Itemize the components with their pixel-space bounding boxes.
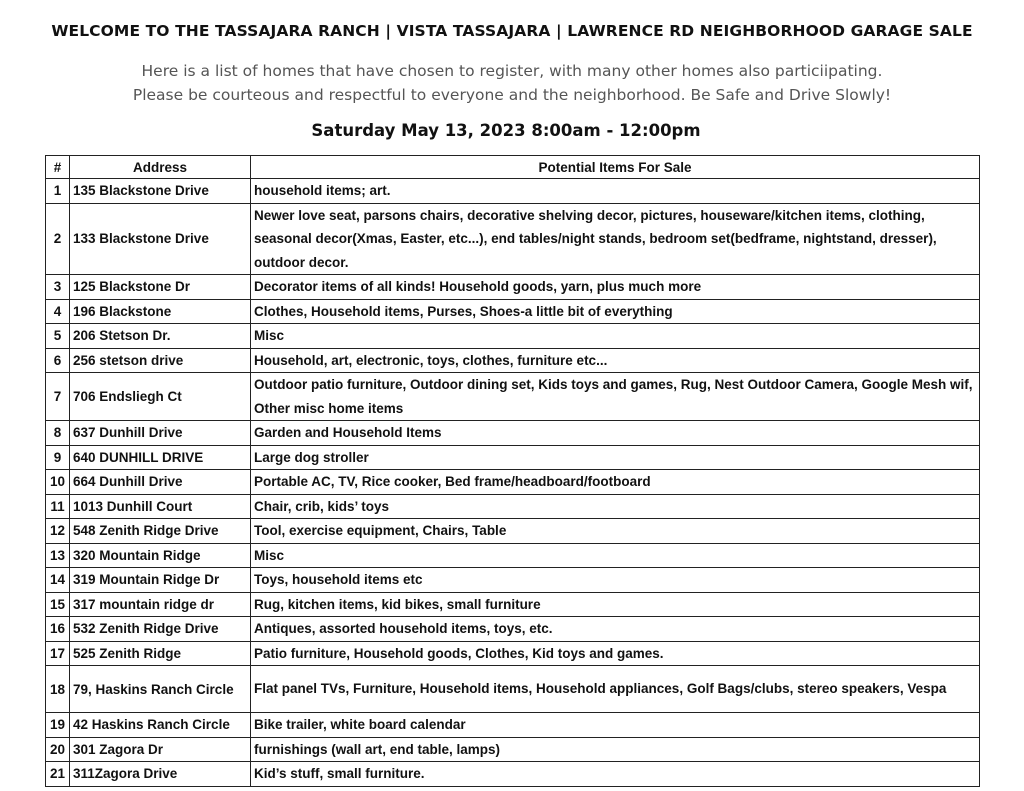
row-number: 10 — [46, 470, 70, 495]
row-number: 13 — [46, 543, 70, 568]
row-address: 206 Stetson Dr. — [70, 324, 251, 349]
row-items: Antiques, assorted household items, toys, etc. — [251, 617, 980, 642]
page-title: WELCOME TO THE TASSAJARA RANCH | VISTA TASSAJARA | LAWRENCE RD NEIGHBORHOOD GARAGE SALE — [51, 22, 973, 40]
row-number: 9 — [46, 445, 70, 470]
table-row — [46, 275, 980, 300]
row-items: Kid’s stuff, small furniture. — [251, 762, 980, 787]
row-items: Flat panel TVs, Furniture, Household items, Household appliances, Golf Bags/clubs, stereo speakers, Vespa — [251, 666, 980, 713]
row-number: 4 — [46, 299, 70, 324]
table-row — [46, 348, 980, 373]
table-row — [46, 299, 980, 324]
row-items: Portable AC, TV, Rice cooker, Bed frame/headboard/footboard — [251, 470, 980, 495]
table-row — [46, 641, 980, 666]
table-row — [46, 203, 980, 275]
row-number: 8 — [46, 421, 70, 446]
row-items: household items; art. — [251, 179, 980, 204]
row-number: 3 — [46, 275, 70, 300]
row-address: 525 Zenith Ridge — [70, 641, 251, 666]
row-items: Rug, kitchen items, kid bikes, small furniture — [251, 592, 980, 617]
table-row — [46, 421, 980, 446]
row-address: 319 Mountain Ridge Dr — [70, 568, 251, 593]
row-address: 311Zagora Drive — [70, 762, 251, 787]
row-address: 125 Blackstone Dr — [70, 275, 251, 300]
table-row — [46, 324, 980, 349]
row-number: 17 — [46, 641, 70, 666]
row-items: Decorator items of all kinds! Household goods, yarn, plus much more — [251, 275, 980, 300]
row-number: 12 — [46, 519, 70, 544]
row-items: Outdoor patio furniture, Outdoor dining set, Kids toys and games, Rug, Nest Outdoor Camera, Google Mesh wif, Other misc home items — [251, 373, 980, 421]
row-items: Toys, household items etc — [251, 568, 980, 593]
row-items: Newer love seat, parsons chairs, decorative shelving decor, pictures, houseware/kitchen items, clothing, seasonal decor(Xmas, Easter, etc...), end tables/night stands, bedroom set(bedframe, nightstand, dresser), outdoor decor. — [251, 203, 980, 275]
table-body — [46, 179, 980, 787]
table-row — [46, 666, 980, 713]
row-address: 664 Dunhill Drive — [70, 470, 251, 495]
row-address: 706 Endsliegh Ct — [70, 373, 251, 421]
row-number: 18 — [46, 666, 70, 713]
row-number: 16 — [46, 617, 70, 642]
row-number: 15 — [46, 592, 70, 617]
row-items: Large dog stroller — [251, 445, 980, 470]
row-items: Garden and Household Items — [251, 421, 980, 446]
row-number: 14 — [46, 568, 70, 593]
table-row — [46, 737, 980, 762]
garage-sale-table — [45, 155, 980, 787]
table-row — [46, 762, 980, 787]
row-address: 532 Zenith Ridge Drive — [70, 617, 251, 642]
row-number: 5 — [46, 324, 70, 349]
row-items: Household, art, electronic, toys, clothes, furniture etc... — [251, 348, 980, 373]
row-items: Clothes, Household items, Purses, Shoes-a little bit of everything — [251, 299, 980, 324]
row-address: 256 stetson drive — [70, 348, 251, 373]
sale-date: Saturday May 13, 2023 8:00am - 12:00pm — [311, 121, 701, 140]
row-number: 11 — [46, 494, 70, 519]
table-row — [46, 179, 980, 204]
row-address: 135 Blackstone Drive — [70, 179, 251, 204]
row-number: 1 — [46, 179, 70, 204]
table-row — [46, 470, 980, 495]
row-items: Bike trailer, white board calendar — [251, 713, 980, 738]
row-items: Chair, crib, kids’ toys — [251, 494, 980, 519]
row-number: 2 — [46, 203, 70, 275]
row-number: 6 — [46, 348, 70, 373]
table-row — [46, 494, 980, 519]
row-number: 20 — [46, 737, 70, 762]
table-row — [46, 445, 980, 470]
row-items: Misc — [251, 324, 980, 349]
row-items: Misc — [251, 543, 980, 568]
row-address: 1013 Dunhill Court — [70, 494, 251, 519]
row-address: 42 Haskins Ranch Circle — [70, 713, 251, 738]
row-address: 133 Blackstone Drive — [70, 203, 251, 275]
intro-text — [0, 59, 1024, 107]
row-number: 21 — [46, 762, 70, 787]
intro-line-1: Here is a list of homes that have chosen to register, with many other homes also particiipating. — [141, 62, 883, 80]
column-header-items: Potential Items For Sale — [251, 156, 980, 179]
row-address: 317 mountain ridge dr — [70, 592, 251, 617]
row-items: Tool, exercise equipment, Chairs, Table — [251, 519, 980, 544]
row-number: 7 — [46, 373, 70, 421]
row-address: 637 Dunhill Drive — [70, 421, 251, 446]
table-row — [46, 543, 980, 568]
table-row — [46, 592, 980, 617]
row-number: 19 — [46, 713, 70, 738]
table-row — [46, 568, 980, 593]
table-row — [46, 713, 980, 738]
row-address: 79, Haskins Ranch Circle — [70, 666, 251, 713]
table-row — [46, 373, 980, 421]
intro-line-2: Please be courteous and respectful to everyone and the neighborhood. Be Safe and Drive Slowly! — [132, 86, 892, 104]
table-header-row — [46, 156, 980, 179]
table-row — [46, 519, 980, 544]
row-address: 640 DUNHILL DRIVE — [70, 445, 251, 470]
column-header-address: Address — [70, 156, 251, 179]
row-address: 301 Zagora Dr — [70, 737, 251, 762]
table-row — [46, 617, 980, 642]
row-address: 320 Mountain Ridge — [70, 543, 251, 568]
row-items: furnishings (wall art, end table, lamps) — [251, 737, 980, 762]
row-address: 196 Blackstone — [70, 299, 251, 324]
row-address: 548 Zenith Ridge Drive — [70, 519, 251, 544]
column-header-number: # — [46, 156, 70, 179]
row-items: Patio furniture, Household goods, Clothes, Kid toys and games. — [251, 641, 980, 666]
